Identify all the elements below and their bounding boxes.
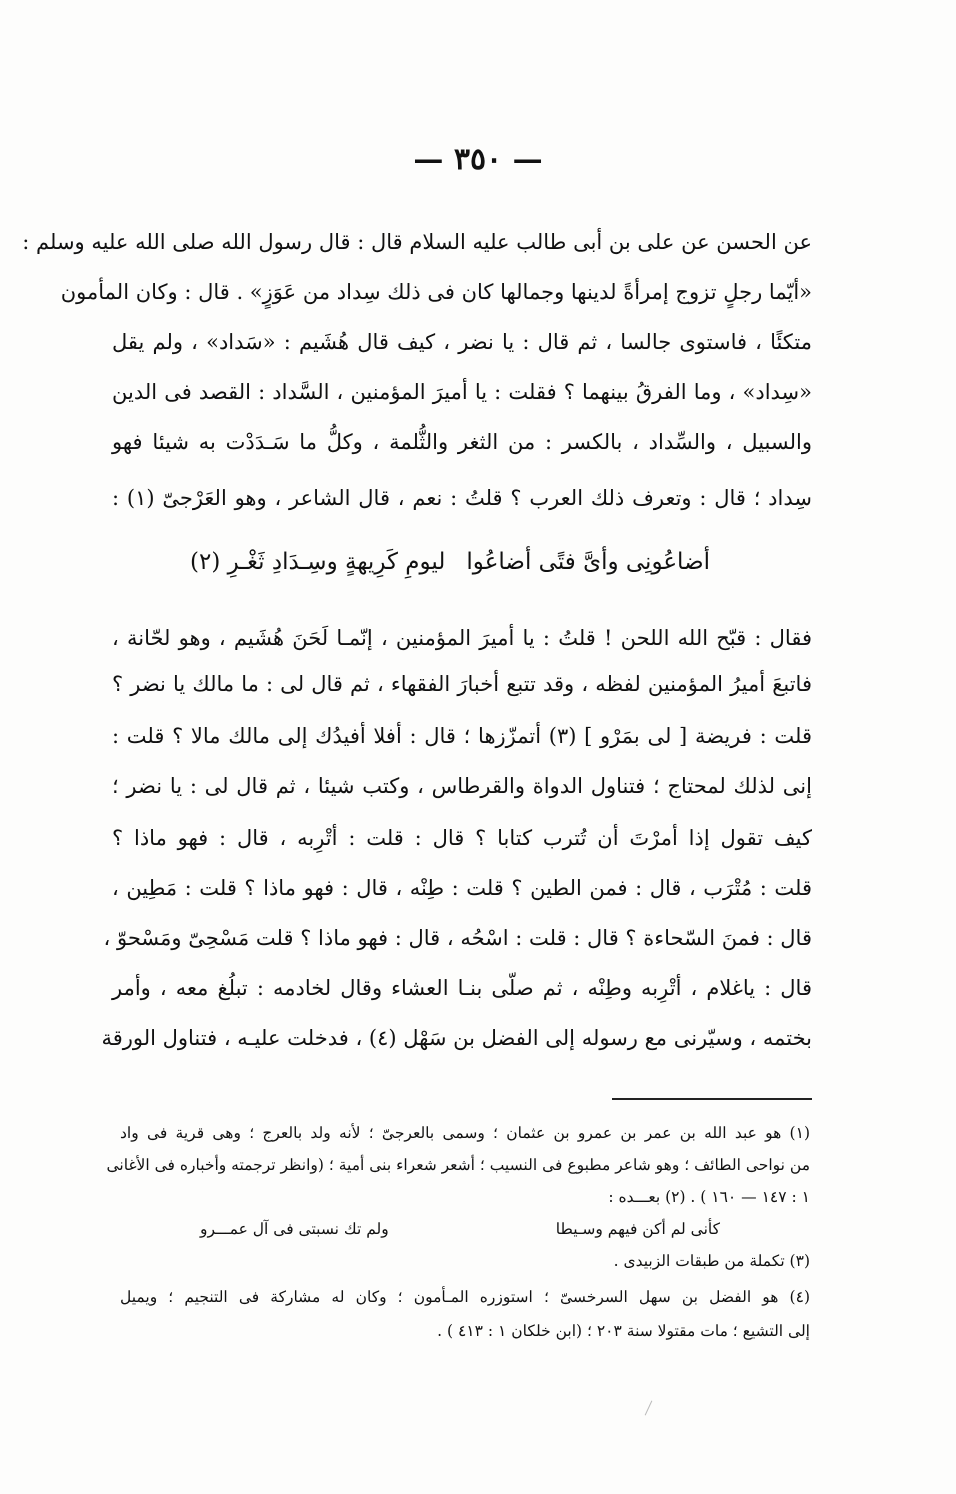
footnote-line: (٣) تكملة من طبقات الزبيدى . [613, 1252, 810, 1270]
footnote-separator [612, 1098, 812, 1100]
text-line: كيف تقول إذا أمرْتَ أن تُترب كتابا ؟ قال : قلت : أتْرِبه ، قال : فهو ماذا ؟ [112, 826, 812, 850]
verse-first-hemistich: أضاعُونِى وأىَّ فتًى أضاعُوا [466, 549, 710, 575]
page-number: — ٣٥٠ — [413, 142, 543, 177]
text-line: قلت : فريضة [ لى بمَرْو ] (٣) أتمزّزها ؛ قال : أفلا أفيدُك إلى مالك مالا ؟ قلت : [112, 724, 812, 748]
text-line: سِداد ؛ قال : وتعرف ذلك العرب ؟ قلتُ : نعم ، قال الشاعر ، وهو العَرْجىّ (١) : [112, 486, 812, 510]
text-line: قال : فمنَ السّحاءة ؟ قال : قلت : اسْحُه ، قال : فهو ماذا ؟ قلت مَسْحِىّ ومَسْحوّ ، [103, 926, 812, 950]
text-line: «أيّما رجلٍ تزوج إمرأةً لدينها وجمالها كان فى ذلك سِداد من عَوَزٍ» . قال : وكان المأمون [60, 280, 812, 304]
verse-second-hemistich: ليومِ كَرِيهةٍ وسِـدَادِ ثَغْـرِ (٢) [190, 549, 446, 575]
footnote-line: من نواحى الطائف ؛ وهو شاعر مطبوع فى النسيب ؛ أشعر شعراء بنى أمية ؛ (وانظر ترجمته وأخباره فى الأغانى [106, 1156, 810, 1174]
text-line: قال : ياغلام ، أتْرِبه وطِنْه ، ثم صلّى بنـا العشاء وقال لخادمه : تبلُغ معه ، وأمر [112, 976, 812, 1000]
footnote-poem-verse [200, 1214, 720, 1244]
text-line: والسبيل ، والسِّداد ، بالكسر : من الثغر والثُّلمة ، وكلُّ ما سَـدَدْت به شيئا فهو [112, 430, 812, 454]
footnote-line: (١) هو عبد الله بن عمر بن عمرو بن عثمان ؛ وسمى بالعرجىّ ؛ لأنه ولد بالعرج ؛ وهى قرية فى واد [120, 1124, 810, 1142]
text-line: فقال : قبّح الله اللحن ! قلتُ : يا أميرَ المؤمنين ، إنّمـا لَحَنَ هُشَيم ، وهو لحّانة ، [112, 626, 812, 650]
text-line: بختمه ، وسيّرنى مع رسوله إلى الفضل بن سَهْل (٤) ، فدخلت عليـه ، فتناول الورقة [101, 1026, 812, 1050]
text-line: عن الحسن عن على بن أبى طالب عليه السلام قال : قال رسول الله صلى الله عليه وسلم : [22, 230, 812, 254]
text-line: «سِداد» ، وما الفرقُ بينهما ؟ فقلت : يا أميرَ المؤمنين ، السَّداد : القصد فى الدين [112, 380, 812, 404]
text-line: إنى لذلك لمحتاج ؛ فتناول الدواة والقرطاس ، وكتب شيئا ، ثم قال لى : يا نضر ؛ [112, 774, 812, 798]
text-line: متكئًا ، فاستوى جالسا ، ثم قال : يا نضر ، كيف قال هُشَيم : «سَداد» ، ولم يقل [112, 330, 812, 354]
footnote-verse-second-hemistich: ولم تك نسبتى فى آل عمـــرو [200, 1220, 389, 1238]
footnote-verse-first-hemistich: كأنى لم أكن فيهم وسـيطا [555, 1220, 720, 1238]
poem-verse [190, 540, 710, 584]
paper-speck [645, 1401, 653, 1416]
footnote-line: (٤) هو الفضل بن سهل السرخسىّ ؛ استوزره المـأمون ؛ وكان له مشاركة فى التنجيم ؛ ويميل [120, 1288, 810, 1306]
text-line: قلت : مُتْرَب ، قال : فمن الطين ؟ قلت : طِنْه ، قال : فهو ماذا ؟ قلت : مَطِين ، [112, 876, 812, 900]
footnote-line: ١ : ١٤٧ — ١٦٠ ) . (٢) بعـــده : [608, 1188, 810, 1206]
text-line: فاتبعَ أميرُ المؤمنين لفظه ، وقد تتبع أخبارَ الفقهاء ، ثم قال لى : ما مالك يا نضر ؟ [112, 672, 812, 696]
footnote-line: إلى التشيع ؛ مات مقتولا سنة ٢٠٣ ؛ (ابن خلكان ١ : ٤١٣ ) . [437, 1322, 810, 1340]
